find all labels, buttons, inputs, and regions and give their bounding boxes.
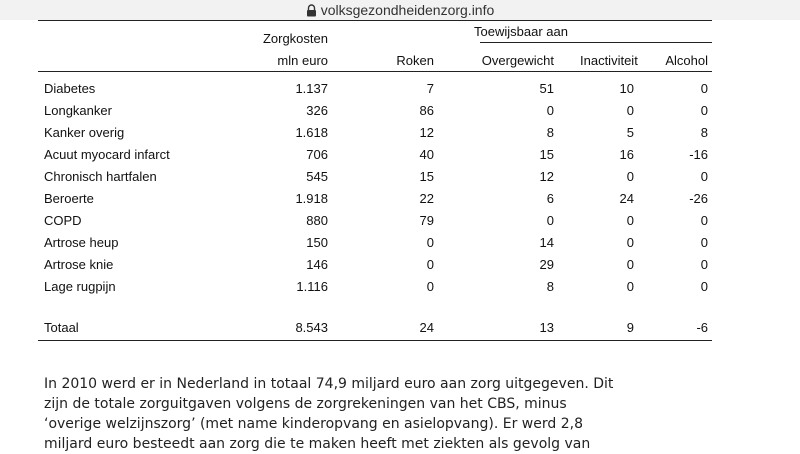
group-header-rule xyxy=(480,42,712,43)
paragraph-line: ‘overige welzijnszorg’ (met name kinderopvang en asielopvang). Er werd 2,8 xyxy=(44,416,583,432)
total-row-cell: 9 xyxy=(626,320,634,335)
table-row-cell: 545 xyxy=(306,169,328,184)
total-row-cell: 13 xyxy=(539,320,554,335)
table-row-label: Artrose heup xyxy=(44,235,119,250)
total-row-cell: 24 xyxy=(419,320,434,335)
table-row-cell: -26 xyxy=(689,191,708,206)
table-row-cell: 8 xyxy=(700,125,708,140)
table-row-cell: 1.137 xyxy=(295,81,328,96)
paragraph-line: miljard euro besteedt aan zorg die te maken heeft met ziekten als gevolg van xyxy=(44,436,591,452)
lock-icon xyxy=(306,4,317,17)
intro-paragraph xyxy=(44,374,644,454)
table-row-cell: 0 xyxy=(546,103,554,118)
page-content xyxy=(0,20,800,450)
table-row-cell: 0 xyxy=(700,235,708,250)
table-row-cell: 8 xyxy=(546,125,554,140)
table-row-cell: 0 xyxy=(426,279,434,294)
table-row-cell: 0 xyxy=(626,235,634,250)
table-row-cell: 24 xyxy=(619,191,634,206)
header-zorgkosten: Zorgkosten xyxy=(262,31,328,46)
table-row-cell: 0 xyxy=(700,213,708,228)
table-row-cell: 0 xyxy=(626,213,634,228)
table-row-cell: 0 xyxy=(626,279,634,294)
table-row-cell: 7 xyxy=(426,81,434,96)
total-row-cell: -6 xyxy=(696,320,708,335)
table-row-cell: 326 xyxy=(306,103,328,118)
table-row-cell: 0 xyxy=(546,213,554,228)
table-row-cell: 29 xyxy=(539,257,554,272)
table-row-cell: 0 xyxy=(426,235,434,250)
paragraph-line: zijn de totale zorguitgaven volgens de zorgrekeningen van het CBS, minus xyxy=(44,396,567,412)
table-row-cell: 79 xyxy=(419,213,434,228)
table-row-cell: 12 xyxy=(419,125,434,140)
table-row-cell: 10 xyxy=(619,81,634,96)
url-text: volksgezondheidenzorg.info xyxy=(320,2,495,18)
table-row-cell: 15 xyxy=(419,169,434,184)
table-row-cell: 1.918 xyxy=(295,191,328,206)
table-row-cell: 150 xyxy=(306,235,328,250)
table-row-cell: 5 xyxy=(626,125,634,140)
table-row-label: Lage rugpijn xyxy=(44,279,116,294)
header-roken: Roken xyxy=(396,53,434,68)
table-row-cell: 0 xyxy=(626,103,634,118)
header-inactiviteit: Inactiviteit xyxy=(580,53,638,68)
table-row-cell: 0 xyxy=(426,257,434,272)
table-row-cell: 146 xyxy=(306,257,328,272)
table-row-cell: 706 xyxy=(306,147,328,162)
table-row-cell: 0 xyxy=(626,169,634,184)
table-row-cell: 8 xyxy=(546,279,554,294)
table-row-cell: 1.618 xyxy=(295,125,328,140)
header-rule xyxy=(38,71,712,72)
table-row-cell: 0 xyxy=(700,103,708,118)
table-row-cell: -16 xyxy=(689,147,708,162)
table-row-cell: 22 xyxy=(419,191,434,206)
table-row-cell: 1.116 xyxy=(296,279,328,294)
table-top-rule xyxy=(38,20,712,21)
table-row-label: Acuut myocard infarct xyxy=(44,147,170,162)
table-row-cell: 86 xyxy=(419,103,434,118)
table-row-cell: 0 xyxy=(700,257,708,272)
total-row-label: Totaal xyxy=(44,320,79,335)
table-row-cell: 40 xyxy=(419,147,434,162)
table-row-label: Beroerte xyxy=(44,191,94,206)
table-row-cell: 16 xyxy=(619,147,634,162)
table-row-cell: 880 xyxy=(306,213,328,228)
table-row-label: Artrose knie xyxy=(44,257,114,272)
table-row-cell: 0 xyxy=(700,169,708,184)
header-overgewicht: Overgewicht xyxy=(481,53,554,68)
table-row-cell: 12 xyxy=(539,169,554,184)
table-row-label: Diabetes xyxy=(44,81,96,96)
address-bar[interactable] xyxy=(0,0,800,20)
table-bottom-rule xyxy=(38,340,712,341)
header-unit: mln euro xyxy=(277,53,328,68)
header-alcohol: Alcohol xyxy=(665,53,708,68)
group-header: Toewijsbaar aan xyxy=(474,24,568,39)
table-row-cell: 51 xyxy=(539,81,554,96)
table-row-label: Chronisch hartfalen xyxy=(44,169,157,184)
table-row-cell: 14 xyxy=(539,235,554,250)
table-row-cell: 0 xyxy=(700,81,708,96)
paragraph-line: In 2010 werd er in Nederland in totaal 74,9 miljard euro aan zorg uitgegeven. Dit xyxy=(44,376,614,392)
table-row-label: COPD xyxy=(44,213,82,228)
table-row-label: Kanker overig xyxy=(44,125,125,140)
table-row-cell: 0 xyxy=(626,257,634,272)
total-row-cell: 8.543 xyxy=(295,320,328,335)
table-row-label: Longkanker xyxy=(44,103,112,118)
table-row-cell: 0 xyxy=(700,279,708,294)
table-row-cell: 15 xyxy=(539,147,554,162)
table-row-cell: 6 xyxy=(546,191,554,206)
